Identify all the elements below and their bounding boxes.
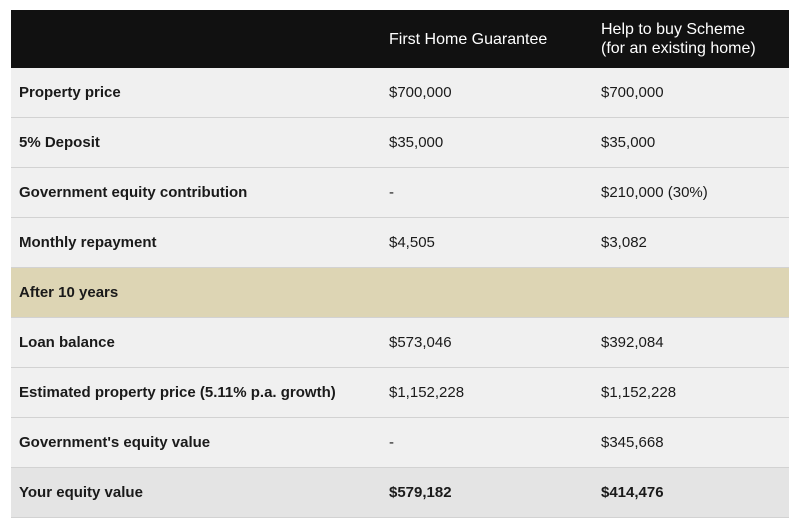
row-loan-balance [11, 318, 789, 368]
fhg-value: $35,000 [381, 118, 593, 168]
htb-value: $392,084 [593, 318, 789, 368]
header-row [11, 10, 789, 68]
htb-value: $35,000 [593, 118, 789, 168]
fhg-value: $4,505 [381, 218, 593, 268]
row-government-equity-value [11, 418, 789, 468]
fhg-value [381, 268, 593, 318]
comparison-table-container [11, 10, 789, 518]
header-help-to-buy-line2: (for an existing home) [601, 40, 756, 57]
row-your-equity-value [11, 468, 789, 518]
row-monthly-repayment [11, 218, 789, 268]
fhg-value: - [381, 418, 593, 468]
table-header [11, 10, 789, 68]
row-estimated-property-price [11, 368, 789, 418]
row-label: Government's equity value [11, 418, 381, 468]
fhg-value: $1,152,228 [381, 368, 593, 418]
row-label: Government equity contribution [11, 168, 381, 218]
fhg-value: $573,046 [381, 318, 593, 368]
fhg-value: $700,000 [381, 68, 593, 118]
header-first-home-guarantee: First Home Guarantee [381, 10, 593, 68]
fhg-value: $579,182 [381, 468, 593, 518]
row-label: 5% Deposit [11, 118, 381, 168]
table-body [11, 68, 789, 518]
row-government-equity-contribution [11, 168, 789, 218]
htb-value: $3,082 [593, 218, 789, 268]
htb-value: $700,000 [593, 68, 789, 118]
htb-value: $1,152,228 [593, 368, 789, 418]
section-label: After 10 years [11, 268, 381, 318]
comparison-table [11, 10, 789, 518]
row-label: Property price [11, 68, 381, 118]
htb-value: $414,476 [593, 468, 789, 518]
header-empty-cell [11, 10, 381, 68]
fhg-value: - [381, 168, 593, 218]
htb-value [593, 268, 789, 318]
row-label: Estimated property price (5.11% p.a. growth) [11, 368, 381, 418]
row-label: Loan balance [11, 318, 381, 368]
row-deposit [11, 118, 789, 168]
row-property-price [11, 68, 789, 118]
header-help-to-buy-line1: Help to buy Scheme [601, 21, 746, 38]
htb-value: $345,668 [593, 418, 789, 468]
section-row-after-10-years [11, 268, 789, 318]
htb-value: $210,000 (30%) [593, 168, 789, 218]
header-help-to-buy [593, 10, 789, 68]
row-label: Monthly repayment [11, 218, 381, 268]
row-label: Your equity value [11, 468, 381, 518]
